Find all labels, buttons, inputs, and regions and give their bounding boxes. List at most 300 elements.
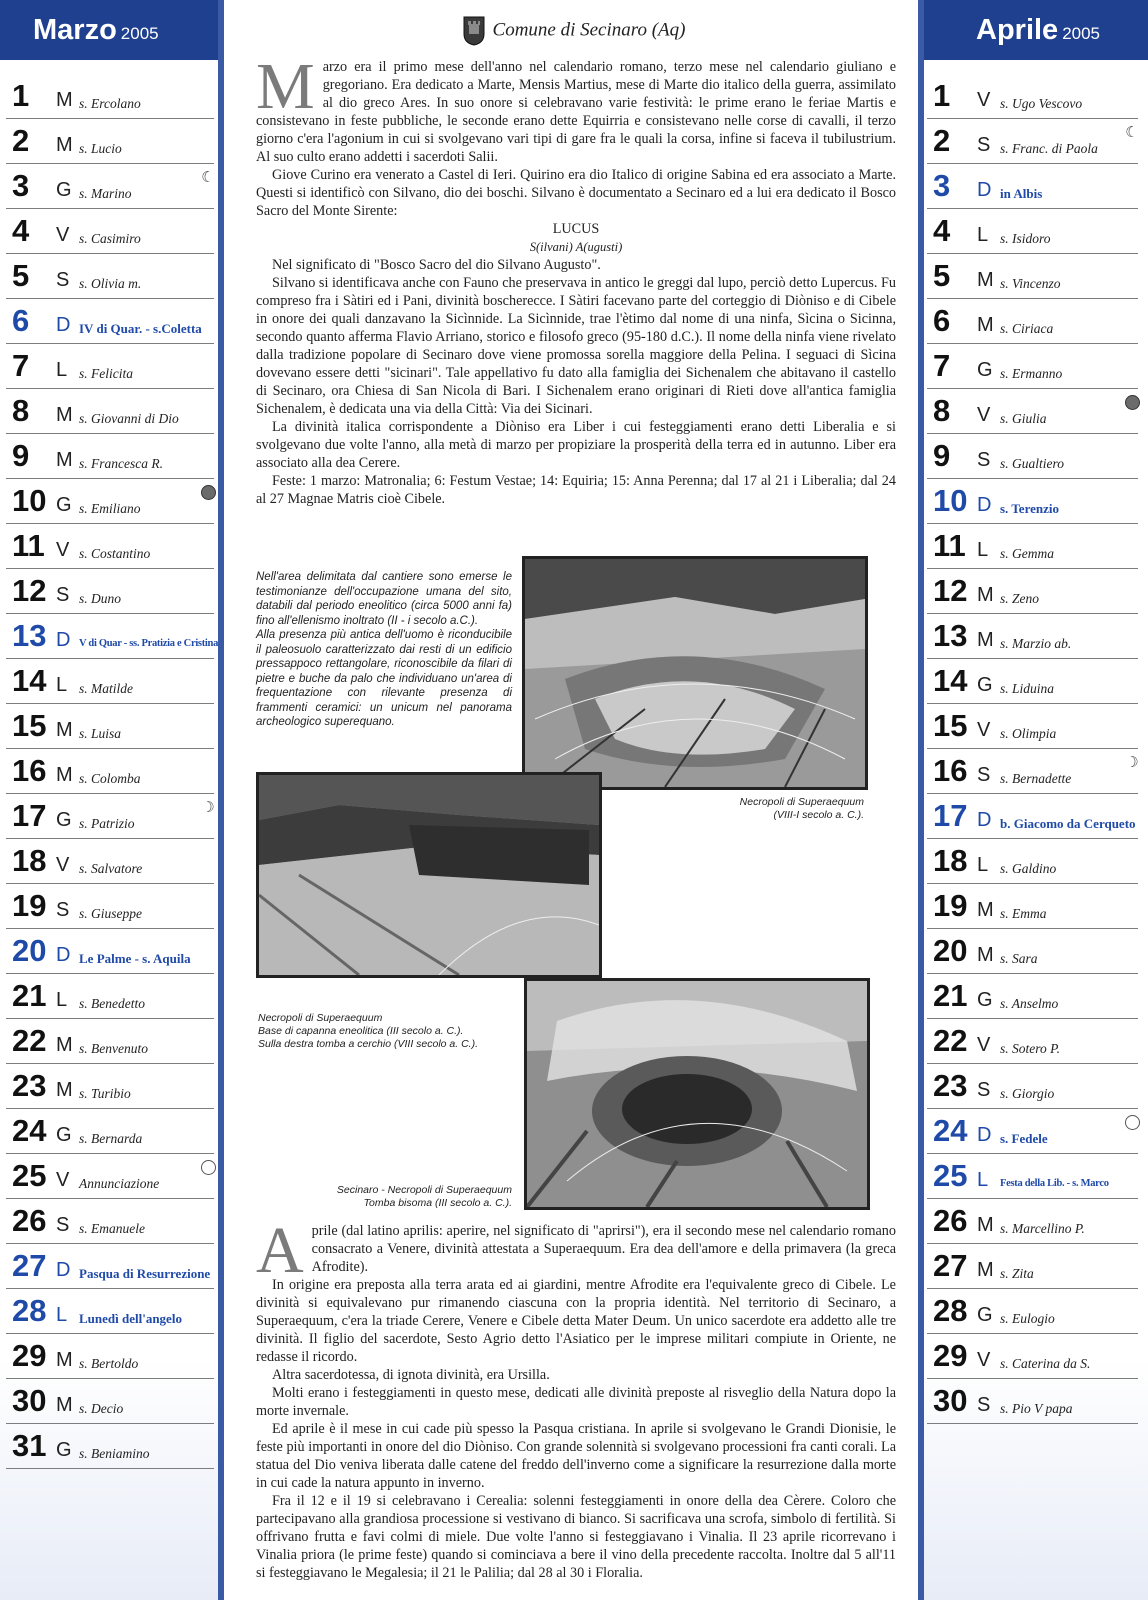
saint-name: s. Vincenzo bbox=[1000, 276, 1061, 291]
saint-name: s. Patrizio bbox=[79, 816, 135, 831]
saint-name: s. Bertoldo bbox=[79, 1356, 139, 1371]
saint-name: s. Ugo Vescovo bbox=[1000, 96, 1083, 111]
weekday-letter: D bbox=[56, 1259, 71, 1281]
day-number: 7 bbox=[12, 348, 30, 383]
saint-name: s. Zeno bbox=[1000, 591, 1040, 606]
weekday-letter: L bbox=[56, 1304, 68, 1326]
article-title: Comune di Secinaro (Aq) bbox=[492, 19, 686, 41]
saint-name: s. Decio bbox=[79, 1401, 124, 1416]
day-number: 23 bbox=[12, 1068, 47, 1103]
weekday-letter: M bbox=[56, 719, 73, 741]
weekday-letter: D bbox=[56, 944, 71, 966]
photo-3-caption bbox=[302, 1184, 512, 1210]
calendar-day bbox=[927, 1244, 1138, 1289]
day-number: 13 bbox=[933, 618, 968, 653]
weekday-letter: L bbox=[56, 674, 68, 696]
calendar-day bbox=[6, 749, 214, 794]
day-number: 24 bbox=[933, 1113, 968, 1148]
calendar-day bbox=[6, 524, 214, 569]
saint-name: s. Marcellino P. bbox=[1000, 1221, 1085, 1236]
march-paragraph-1-text: arzo era il primo mese dell'anno nel calendario romano, terzo mese nel calendario giuliano e gregoriano. Era dedicato a Marte, Mensis Martius, mese di Marte dio italico della guerra, assimilato al dio greco Ares. In suo onore si celebravano varie festività: le prime erano le feriae Martis e consistevano in feste pubbliche, le seconde erano dette Equirria e consistevano nelle corse di cavalli, il terzo giorno c'era l'agonium in cui si svolgevano vari tipi di gare fra le quali la corsa, infine si faceva il tubilustrium. Al suo culto erano addetti i sacerdoti Salii. bbox=[256, 59, 896, 165]
calendar-day bbox=[927, 569, 1138, 614]
calendar-day bbox=[6, 119, 214, 164]
weekday-letter: G bbox=[977, 674, 993, 696]
day-number: 19 bbox=[12, 888, 47, 923]
day-number: 24 bbox=[12, 1113, 47, 1148]
saint-name: Festa della Lib. - s. Marco bbox=[1000, 1178, 1109, 1189]
day-number: 2 bbox=[933, 123, 951, 158]
calendar-day bbox=[927, 659, 1138, 704]
april-paragraph-3: Altra sacerdotessa, di ignota divinità, era Ursilla. bbox=[272, 1367, 550, 1383]
weekday-letter: M bbox=[977, 629, 994, 651]
calendar-day bbox=[927, 1019, 1138, 1064]
weekday-letter: M bbox=[56, 1034, 73, 1056]
weekday-letter: V bbox=[56, 539, 70, 561]
day-number: 11 bbox=[12, 528, 45, 563]
calendar-day bbox=[927, 479, 1138, 524]
day-number: 3 bbox=[933, 168, 951, 203]
weekday-letter: M bbox=[977, 584, 994, 606]
calendar-day bbox=[927, 299, 1138, 344]
saint-name: s. Giuseppe bbox=[79, 906, 142, 921]
day-number: 1 bbox=[12, 78, 30, 113]
calendar-day bbox=[927, 1109, 1138, 1154]
april-paragraph-1 bbox=[256, 1214, 896, 1287]
dropcap-a: A bbox=[256, 1214, 304, 1287]
saint-name: s. Benvenuto bbox=[79, 1041, 148, 1056]
saint-name: s. Gemma bbox=[1000, 546, 1054, 561]
photo-3-caption-line-1: Secinaro - Necropoli di Superaequum bbox=[336, 1184, 512, 1196]
day-number: 30 bbox=[933, 1383, 968, 1418]
calendar-day bbox=[6, 614, 219, 659]
day-number: 12 bbox=[933, 573, 968, 608]
calendar-day bbox=[927, 389, 1138, 434]
saint-name: s. Ermanno bbox=[1000, 366, 1063, 381]
day-number: 26 bbox=[933, 1203, 968, 1238]
day-number: 14 bbox=[933, 663, 968, 698]
day-number: 8 bbox=[12, 393, 30, 428]
calendar-day bbox=[927, 1064, 1138, 1109]
calendar-day bbox=[6, 1199, 214, 1244]
saint-name: s. Caterina da S. bbox=[1000, 1356, 1091, 1371]
last-quarter-moon-icon: ☾ bbox=[201, 170, 215, 186]
day-number: 21 bbox=[933, 978, 968, 1013]
calendar-day bbox=[927, 794, 1138, 839]
weekday-letter: D bbox=[977, 1124, 992, 1146]
march-paragraph-2: Giove Curino era venerato a Castel di Ieri. Quirino era dio Italico di origine Sabina ed era associato a Marte. Questi si identificò con Silvano, dio dei boschi. Silvano è documentato a Secinaro ed a lui era dedicato il Bosco Sacro del Monte Sirente: bbox=[256, 167, 896, 219]
saint-name: Lunedì dell'angelo bbox=[79, 1311, 182, 1326]
weekday-letter: D bbox=[56, 629, 71, 651]
calendar-day bbox=[6, 299, 214, 344]
calendar-day bbox=[927, 1334, 1138, 1379]
calendar-day bbox=[6, 389, 214, 434]
weekday-letter: S bbox=[56, 584, 70, 606]
masthead bbox=[232, 16, 916, 46]
day-number: 12 bbox=[12, 573, 47, 608]
weekday-letter: M bbox=[977, 269, 994, 291]
calendar-day bbox=[927, 884, 1138, 929]
day-number: 5 bbox=[12, 258, 30, 293]
calendar-day bbox=[6, 164, 214, 209]
april-calendar bbox=[924, 0, 1148, 1600]
weekday-letter: M bbox=[56, 449, 73, 471]
photo-2-caption-line-2: Base di capanna eneolitica (III secolo a. C.). bbox=[258, 1025, 464, 1037]
calendar-day bbox=[927, 704, 1138, 749]
day-number: 23 bbox=[933, 1068, 968, 1103]
saint-name: s. Gualtiero bbox=[1000, 456, 1064, 471]
saint-name: s. Lucio bbox=[79, 141, 122, 156]
weekday-letter: L bbox=[56, 989, 68, 1011]
calendar-day bbox=[6, 1379, 214, 1424]
weekday-letter: D bbox=[977, 494, 992, 516]
saint-name: Pasqua di Resurrezione bbox=[79, 1266, 211, 1281]
calendar-day bbox=[6, 434, 214, 479]
day-number: 17 bbox=[933, 798, 968, 833]
excavation-caption-1: Nell'area delimitata dal cantiere sono emerse le testimonianze dell'occupazione umana del sito, databili dal periodo eneolitico (circa 5000 anni fa) fino all'ellenismo inoltrato (II - i secolo a.C.). bbox=[256, 571, 512, 627]
saint-name: s. Galdino bbox=[1000, 861, 1057, 876]
month-title bbox=[33, 14, 159, 47]
day-number: 29 bbox=[933, 1338, 968, 1373]
weekday-letter: L bbox=[56, 359, 68, 381]
march-paragraph-6: Feste: 1 marzo: Matronalia; 6: Festum Vestae; 14: Equiria; 15: Anna Perenna; dal 17 al 21 i Liberalia; dal 24 al 27 Magnae Matris cioè Cibele. bbox=[256, 473, 896, 507]
calendar-day bbox=[927, 524, 1138, 569]
weekday-letter: L bbox=[977, 224, 989, 246]
saint-name: s. Giulia bbox=[1000, 411, 1047, 426]
day-number: 9 bbox=[933, 438, 951, 473]
april-paragraph-5: Ed aprile è il mese in cui cade più spesso la Pasqua cristiana. In aprile si svolgevano le Grandi Dionisie, le feste più importanti in onore del dio Diòniso. Con grande solennità si svolgevano processioni fra canti corali. La statua del Dio veniva liberata dalle catene del freddo dell'inverno come a significare la resurrezione dalla morte in cui cade la natura appunto in inverno. bbox=[256, 1421, 896, 1491]
month-title bbox=[976, 14, 1100, 47]
calendar-day bbox=[6, 479, 214, 524]
saint-name: s. Anselmo bbox=[1000, 996, 1059, 1011]
weekday-letter: M bbox=[977, 1214, 994, 1236]
saint-name: s. Emanuele bbox=[79, 1221, 145, 1236]
inscription-line-1: LUCUS bbox=[552, 221, 600, 237]
calendar-day bbox=[6, 929, 214, 974]
photo-1-caption-line-2: (VIII-I secolo a. C.). bbox=[773, 809, 864, 821]
weekday-letter: V bbox=[977, 719, 991, 741]
weekday-letter: S bbox=[977, 449, 991, 471]
saint-name: s. Isidoro bbox=[1000, 231, 1051, 246]
weekday-letter: M bbox=[56, 134, 73, 156]
saint-name: s. Franc. di Paola bbox=[1000, 141, 1098, 156]
day-number: 19 bbox=[933, 888, 968, 923]
saint-name: IV di Quar. - s.Coletta bbox=[79, 321, 202, 336]
calendar-day bbox=[927, 254, 1138, 299]
april-text bbox=[256, 1214, 896, 1582]
day-number: 27 bbox=[12, 1248, 47, 1283]
april-paragraph-6: Fra il 12 e il 19 si celebravano i Cerealia: solenni festeggiamenti in onore della dea Cèrere. Coloro che partecipavano alla grandiosa processione si vestivano di bianco. Si sacrificava una scrofa, simbolo di fertilità. Si offrivano frutta e favi colmi di miele. Due volte l'anno si festeggiavano i Vinalia. Il 23 aprile ricorrevano i Vinalia priora (le prime feste) quando si cominciava a bere il vino della precedente raccolta. Inoltre dal 5 all'11 si festeggiavano le Megalesia; il 21 le Palilia; dal 28 al 30 i Floralia. bbox=[256, 1493, 896, 1581]
calendar-day bbox=[6, 1109, 214, 1154]
saint-name: s. Francesca R. bbox=[79, 456, 163, 471]
weekday-letter: M bbox=[56, 1079, 73, 1101]
calendar-day bbox=[6, 344, 214, 389]
weekday-letter: G bbox=[977, 989, 993, 1011]
march-paragraph-3: Nel significato di "Bosco Sacro del dio Silvano Augusto". bbox=[272, 257, 601, 273]
photo-1-caption bbox=[730, 796, 864, 822]
weekday-letter: V bbox=[977, 89, 991, 111]
march-paragraph-4: Silvano si identificava anche con Fauno che preservava in antico le greggi dal lupo, perciò detto Lupercus. Fu compreso fra i Sàtiri ed i Pani, divinità boschereccе. I Sàtiri facevano parte del corteggio di Diòniso e di Cibele in onore dei quali danzavano la Sicìnnide. La Sicìnnide, trae l'ètimo dal nome di una ninfa, Sìcina o Sicinna, secondo quanto afferma Flavio Arriano, storico e filosofo greco (95-180 d.C.). Il nome della ninfa viene rivelato dalla tradizione popolare di Secinaro dove viene promossa sorella maggiore della Pelina. I seguaci di Sìcina dovevano essere detti "sicinari". Tale appellativo fu dato alla famiglia dei Sichenalem che abitavano il castello di Secinaro, ora Chiesa di San Nicola di Bari. I Sichenalem erano originari di Rieti dove all'antica famiglia Sichenalem, è dedicata una via della Città: Via dei Sicinari. bbox=[256, 275, 896, 417]
saint-name: s. Ercolano bbox=[79, 96, 141, 111]
day-number: 3 bbox=[12, 168, 30, 203]
day-number: 15 bbox=[12, 708, 47, 743]
weekday-letter: V bbox=[977, 1034, 991, 1056]
weekday-letter: G bbox=[56, 179, 72, 201]
saint-name: s. Eulogio bbox=[1000, 1311, 1055, 1326]
calendar-day bbox=[927, 1199, 1138, 1244]
day-number: 16 bbox=[933, 753, 968, 788]
calendar-day bbox=[927, 614, 1138, 659]
saint-name: s. Costantino bbox=[79, 546, 151, 561]
calendar-day bbox=[927, 74, 1138, 119]
saint-name: s. Colomba bbox=[79, 771, 141, 786]
saint-name: s. Bernarda bbox=[79, 1131, 143, 1146]
photo-3-caption-line-2: Tomba bisoma (III secolo a. C.). bbox=[363, 1197, 512, 1209]
inscription-line-2: S(ilvani) A(ugusti) bbox=[529, 240, 623, 254]
weekday-letter: M bbox=[56, 1349, 73, 1371]
weekday-letter: V bbox=[977, 1349, 991, 1371]
day-number: 11 bbox=[933, 528, 966, 563]
april-paragraph-2: In origine era preposta alla terra arata ed ai giardini, mentre Afrodite era l'equivalente greco di Cibele. Le divinità si equivalevano pur rimanendo ciascuna con la propria identità. Nel territorio di Secinaro, a Superaequum, c'era la triade Cerere, Venere e Cibele detta Mater Deum. Un unico sacerdote era addetto alle tre divinità. Il figlio del sacerdote, Sesto Agrio detto l'Asiatico per le imprese militari compiute in Oriente, ne redasse il ricordo. bbox=[256, 1277, 896, 1365]
new-moon-icon bbox=[1125, 1115, 1140, 1130]
calendar-day bbox=[6, 659, 214, 704]
day-number: 8 bbox=[933, 393, 951, 428]
weekday-letter: V bbox=[56, 1169, 70, 1191]
april-day-list bbox=[924, 74, 1148, 1424]
weekday-letter: V bbox=[977, 404, 991, 426]
photo-necropolis-2-image bbox=[259, 775, 599, 975]
first-quarter-moon-icon: ☽ bbox=[1125, 755, 1139, 771]
april-paragraph-1-text: prile (dal latino aprilis: aperire, nel significato di "aprirsi"), era il secondo mese nel calendario romano consacrato a Venere, divinità attestata a Superaequum. Era dea dell'amore e della primavera (la greca Afrodite). bbox=[311, 1223, 896, 1275]
calendar-day bbox=[6, 704, 214, 749]
day-number: 18 bbox=[12, 843, 47, 878]
saint-name: s. Casimiro bbox=[79, 231, 141, 246]
weekday-letter: M bbox=[977, 314, 994, 336]
saint-name: s. Emma bbox=[1000, 906, 1047, 921]
march-calendar bbox=[0, 0, 222, 1600]
photo-tomb bbox=[524, 978, 870, 1210]
saint-name: s. Olimpia bbox=[1000, 726, 1057, 741]
weekday-letter: M bbox=[56, 89, 73, 111]
weekday-letter: D bbox=[56, 314, 71, 336]
weekday-letter: L bbox=[977, 1169, 989, 1191]
calendar-day bbox=[6, 74, 214, 119]
calendar-day bbox=[6, 1424, 214, 1469]
calendar-day bbox=[6, 569, 214, 614]
day-number: 5 bbox=[933, 258, 951, 293]
weekday-letter: M bbox=[56, 1394, 73, 1416]
day-number: 28 bbox=[12, 1293, 47, 1328]
day-number: 14 bbox=[12, 663, 47, 698]
day-number: 4 bbox=[933, 213, 951, 248]
left-divider bbox=[218, 0, 224, 1600]
day-number: 30 bbox=[12, 1383, 47, 1418]
weekday-letter: G bbox=[56, 1124, 72, 1146]
march-header bbox=[0, 0, 222, 60]
full-moon-icon bbox=[201, 485, 216, 500]
day-number: 18 bbox=[933, 843, 968, 878]
day-number: 21 bbox=[12, 978, 47, 1013]
calendar-day bbox=[927, 119, 1138, 164]
saint-name: s. Duno bbox=[79, 591, 122, 606]
month-year: 2005 bbox=[1062, 24, 1101, 43]
april-paragraph-4: Molti erano i festeggiamenti in questo mese, dedicati alle divinità preposte al risveglio della Natura dopo la morte invernale. bbox=[256, 1385, 896, 1419]
weekday-letter: G bbox=[977, 1304, 993, 1326]
calendar-day bbox=[6, 1019, 214, 1064]
last-quarter-moon-icon: ☾ bbox=[1125, 125, 1139, 141]
month-year: 2005 bbox=[120, 24, 159, 43]
saint-name: s. Bernadette bbox=[1000, 771, 1072, 786]
saint-name: Le Palme - s. Aquila bbox=[79, 951, 191, 966]
saint-name: s. Luisa bbox=[79, 726, 122, 741]
day-number: 7 bbox=[933, 348, 951, 383]
day-number: 27 bbox=[933, 1248, 968, 1283]
day-number: 6 bbox=[933, 303, 951, 338]
weekday-letter: S bbox=[977, 1394, 991, 1416]
saint-name: s. Pio V papa bbox=[1000, 1401, 1073, 1416]
calendar-day bbox=[927, 344, 1138, 389]
saint-name: s. Fedele bbox=[1000, 1131, 1048, 1146]
month-name: Marzo bbox=[33, 14, 117, 46]
march-paragraph-1 bbox=[256, 50, 896, 166]
saint-name: s. Giorgio bbox=[1000, 1086, 1055, 1101]
day-number: 10 bbox=[933, 483, 968, 518]
photo-necropolis-2 bbox=[256, 772, 602, 978]
calendar-day bbox=[927, 1289, 1138, 1334]
saint-name: s. Marzio ab. bbox=[1000, 636, 1072, 651]
weekday-letter: S bbox=[56, 899, 70, 921]
calendar-day bbox=[6, 974, 214, 1019]
weekday-letter: S bbox=[977, 1079, 991, 1101]
full-moon-icon bbox=[1125, 395, 1140, 410]
weekday-letter: D bbox=[977, 179, 992, 201]
dropcap-m: M bbox=[256, 50, 315, 123]
saint-name: s. Marino bbox=[79, 186, 132, 201]
day-number: 20 bbox=[12, 933, 47, 968]
calendar-day bbox=[927, 974, 1138, 1019]
march-text bbox=[256, 50, 896, 508]
calendar-day bbox=[927, 929, 1138, 974]
calendar-day bbox=[6, 794, 214, 839]
weekday-letter: S bbox=[56, 1214, 70, 1236]
weekday-letter: L bbox=[977, 539, 989, 561]
calendar-day bbox=[927, 209, 1138, 254]
day-number: 15 bbox=[933, 708, 968, 743]
calendar-day bbox=[6, 1154, 214, 1199]
calendar-day bbox=[927, 1154, 1138, 1199]
calendar-day bbox=[927, 839, 1138, 884]
weekday-letter: V bbox=[56, 854, 70, 876]
new-moon-icon bbox=[201, 1160, 216, 1175]
weekday-letter: S bbox=[977, 764, 991, 786]
saint-name: V di Quar - ss. Pratizia e Cristina bbox=[79, 638, 219, 649]
weekday-letter: G bbox=[56, 494, 72, 516]
weekday-letter: D bbox=[977, 809, 992, 831]
weekday-letter: M bbox=[56, 764, 73, 786]
saint-name: s. Benedetto bbox=[79, 996, 145, 1011]
saint-name: s. Salvatore bbox=[79, 861, 143, 876]
saint-name: in Albis bbox=[1000, 186, 1043, 201]
day-number: 20 bbox=[933, 933, 968, 968]
saint-name: s. Beniamino bbox=[79, 1446, 150, 1461]
month-name: Aprile bbox=[976, 14, 1059, 46]
day-number: 25 bbox=[933, 1158, 968, 1193]
calendar-day bbox=[6, 839, 214, 884]
saint-name: s. Olivia m. bbox=[79, 276, 142, 291]
photo-2-caption-line-1: Necropoli di Superaequum bbox=[258, 1012, 383, 1024]
calendar-day bbox=[6, 254, 214, 299]
saint-name: s. Giovanni di Dio bbox=[79, 411, 179, 426]
coat-of-arms-icon bbox=[463, 16, 485, 46]
saint-name: b. Giacomo da Cerqueto bbox=[1000, 816, 1136, 831]
weekday-letter: S bbox=[977, 134, 991, 156]
day-number: 1 bbox=[933, 78, 951, 113]
saint-name: s. Zita bbox=[1000, 1266, 1034, 1281]
calendar-day bbox=[927, 164, 1138, 209]
day-number: 25 bbox=[12, 1158, 47, 1193]
weekday-letter: G bbox=[56, 809, 72, 831]
saint-name: s. Matilde bbox=[79, 681, 133, 696]
march-day-list bbox=[0, 74, 222, 1469]
saint-name: Annunciazione bbox=[79, 1176, 160, 1191]
saint-name: s. Sotero P. bbox=[1000, 1041, 1061, 1056]
day-number: 17 bbox=[12, 798, 47, 833]
excavation-caption-2: Alla presenza più antica dell'uomo è riconducibile il paleosuolo caratterizzato dai resti di un edificio pressappoco rettangolare, riconoscibile da filari di pietre e buche da palo che individuano un'area di frequentazione con rilevante presenza di frammenti ceramici: un unicum nel panorama archeologico superequano. bbox=[256, 629, 512, 728]
day-number: 16 bbox=[12, 753, 47, 788]
saint-name: s. Turibio bbox=[79, 1086, 131, 1101]
april-header bbox=[924, 0, 1148, 60]
calendar-day bbox=[6, 1289, 214, 1334]
weekday-letter: S bbox=[56, 269, 70, 291]
day-number: 13 bbox=[12, 618, 47, 653]
photo-necropolis-1-image bbox=[525, 559, 865, 787]
article bbox=[232, 0, 916, 1600]
day-number: 2 bbox=[12, 123, 30, 158]
calendar-day bbox=[927, 749, 1138, 794]
weekday-letter: V bbox=[56, 224, 70, 246]
calendar-day bbox=[6, 1064, 214, 1109]
day-number: 26 bbox=[12, 1203, 47, 1238]
saint-name: s. Liduina bbox=[1000, 681, 1055, 696]
calendar-day bbox=[6, 1244, 214, 1289]
day-number: 22 bbox=[933, 1023, 968, 1058]
weekday-letter: M bbox=[977, 899, 994, 921]
day-number: 6 bbox=[12, 303, 30, 338]
day-number: 28 bbox=[933, 1293, 968, 1328]
day-number: 22 bbox=[12, 1023, 47, 1058]
photo-tomb-image bbox=[527, 981, 867, 1207]
calendar-day bbox=[927, 1379, 1138, 1424]
weekday-letter: G bbox=[977, 359, 993, 381]
photo-2-caption-line-3: Sulla destra tomba a cerchio (VIII secolo a. C.). bbox=[258, 1038, 479, 1050]
photo-necropolis-1 bbox=[522, 556, 868, 790]
weekday-letter: M bbox=[977, 1259, 994, 1281]
photo-2-caption bbox=[258, 1012, 558, 1051]
first-quarter-moon-icon: ☽ bbox=[201, 800, 215, 816]
march-paragraph-5: La divinità italica corrispondente a Diòniso era Liber i cui festeggiamenti erano detti Liberalia e si svolgevano due volte l'anno, alla metà di marzo per propiziare la prosperità della terra ed in autunno. Liber era associato alla dea Cerere. bbox=[256, 419, 896, 471]
excavation-caption bbox=[256, 570, 512, 730]
saint-name: s. Emiliano bbox=[79, 501, 141, 516]
day-number: 29 bbox=[12, 1338, 47, 1373]
calendar-day bbox=[6, 209, 214, 254]
day-number: 4 bbox=[12, 213, 30, 248]
saint-name: s. Sara bbox=[1000, 951, 1038, 966]
saint-name: s. Felicita bbox=[79, 366, 133, 381]
saint-name: s. Ciriaca bbox=[1000, 321, 1054, 336]
saint-name: s. Terenzio bbox=[1000, 501, 1059, 516]
weekday-letter: L bbox=[977, 854, 989, 876]
calendar-day bbox=[927, 434, 1138, 479]
weekday-letter: M bbox=[977, 944, 994, 966]
